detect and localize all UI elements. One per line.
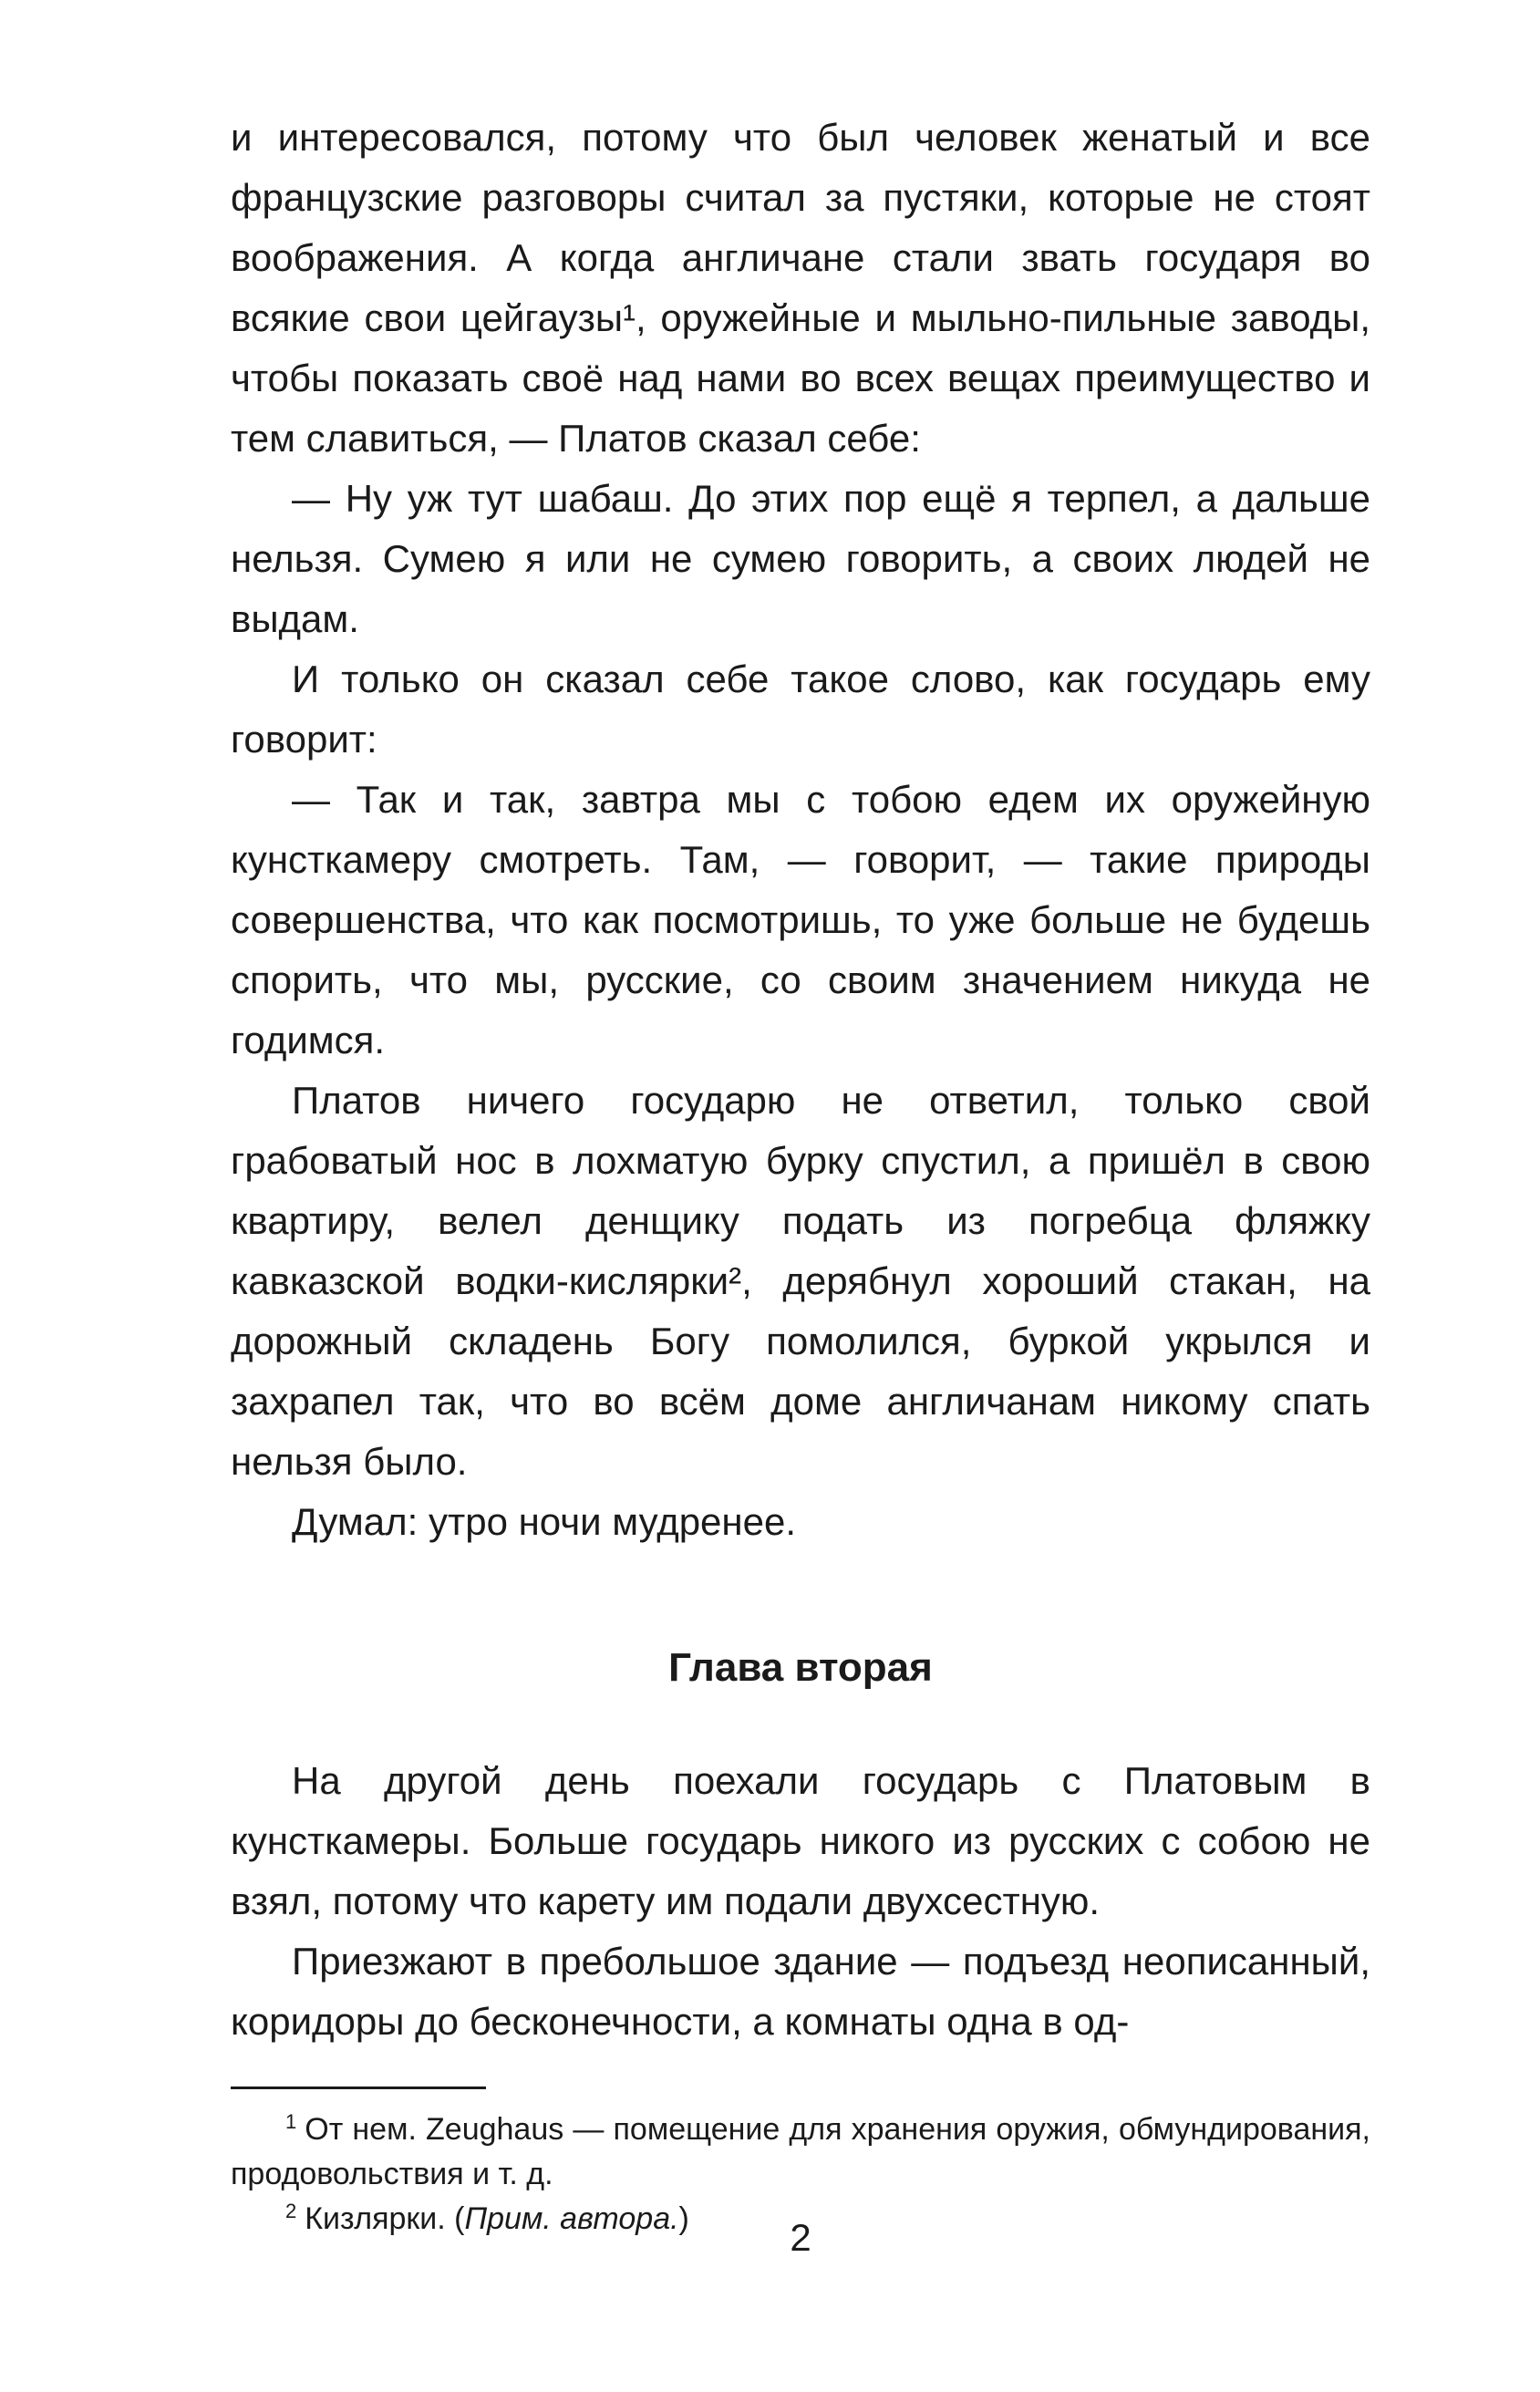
footnote-2-text-suffix: ) xyxy=(678,2201,689,2236)
footnote-marker-1: 1 xyxy=(285,2109,297,2133)
chapter-heading: Глава вторая xyxy=(668,1645,933,1690)
page-number: 2 xyxy=(790,2216,811,2259)
footnote-separator xyxy=(231,2087,486,2089)
body-paragraph: Платов ничего государю не ответил, только свой грабоватый нос в лохматую бурку спустил, а пришёл в свою квартиру, велел денщику подать из погребца фляжку кавказской водки-кислярки², дерябнул хороший стакан, на дорожный складень Богу помолился, буркой укрылся и захрапел так, что во всём доме англичанам никому спать нельзя было. xyxy=(231,1079,1370,1483)
dialog-paragraph: — Ну уж тут шабаш. До этих пор ещё я терпел, а дальше нельзя. Сумею я или не сумею говорить, а своих людей не выдам. xyxy=(231,477,1370,640)
footnote-marker-2: 2 xyxy=(285,2199,297,2222)
body-paragraph: Приезжают в пребольшое здание — подъезд неописанный, коридоры до бесконечности, а комнаты одна в од- xyxy=(231,1940,1370,2043)
body-paragraph: И только он сказал себе такое слово, как государь ему говорит: xyxy=(231,658,1370,761)
footnote-2-text: Кизлярки. ( xyxy=(305,2201,465,2236)
footnote-1 xyxy=(231,2107,1370,2197)
body-paragraph: и интересовался, потому что был человек женатый и все французские разговоры считал за пустяки, которые не стоят воображения. А когда англичане стали звать государя во всякие свои цейгаузы¹, оружейные и мыльно-пильные заводы, чтобы показать своё над нами во всех вещах преимущество и тем славиться, — Платов сказал себе: xyxy=(231,116,1370,460)
text-block xyxy=(231,108,1370,2242)
body-paragraph: На другой день поехали государь с Платовым в кунсткамеры. Больше государь никого из русских с собою не взял, потому что карету им подали двухсестную. xyxy=(231,1759,1370,1922)
footnote-2-author-note: Прим. автора. xyxy=(464,2201,679,2236)
body-paragraph: Думал: утро ночи мудренее. xyxy=(292,1500,796,1543)
footnote-1-text: От нем. Zeughaus — помещение для хранения оружия, обмундирования, продовольствия и т. д. xyxy=(231,2112,1370,2191)
dialog-paragraph: — Так и так, завтра мы с тобою едем их оружейную кунсткамеру смотреть. Там, — говорит, — такие природы совершенства, что как посмотришь, то уже больше не будешь спорить, что мы, русские, со своим значением никуда не годимся. xyxy=(231,778,1370,1061)
